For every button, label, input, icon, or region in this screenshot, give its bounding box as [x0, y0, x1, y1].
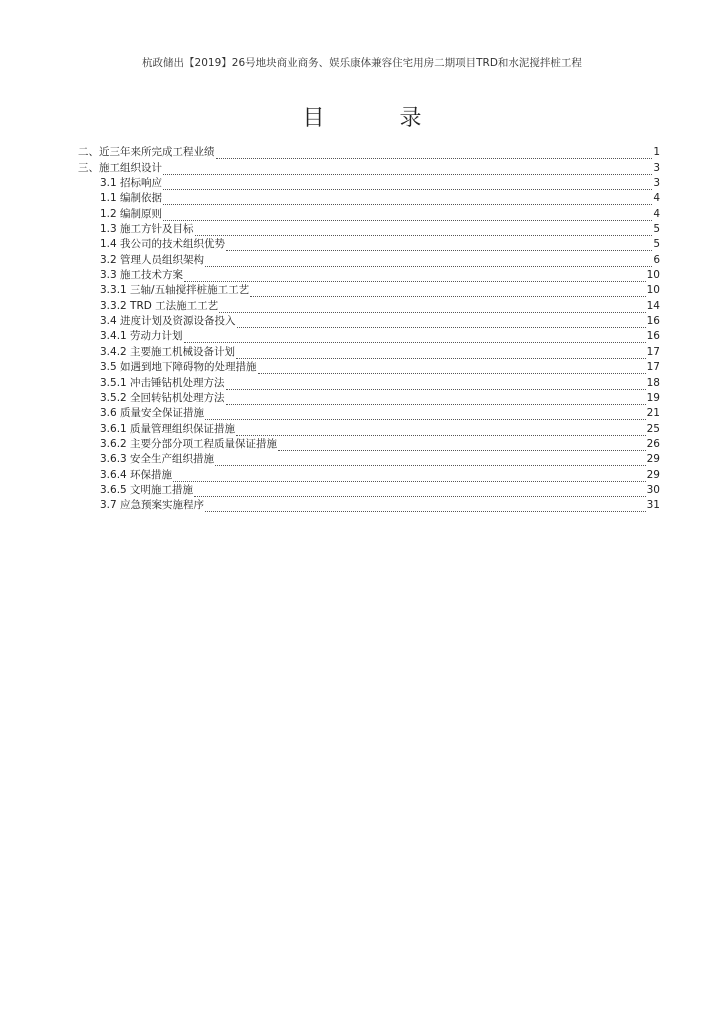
toc-entry-label: 3.5.1 冲击锤钻机处理方法: [100, 376, 225, 389]
toc-entry-page-number: 1: [653, 146, 660, 159]
toc-entry[interactable]: [78, 144, 660, 159]
toc-entry-label: 3.2 管理人员组织架构: [100, 253, 205, 266]
toc-entry-label: 三、施工组织设计: [78, 161, 162, 174]
toc-entry-label: 3.5 如遇到地下障碍物的处理措施: [100, 361, 257, 374]
toc-entry-label: 3.6.5 文明施工措施: [100, 483, 194, 496]
toc-entry-label: 1.1 编制依据: [100, 192, 163, 205]
toc-entry-label: 3.6.1 质量管理组织保证措施: [100, 422, 236, 435]
toc-entry-page-number: 10: [646, 284, 660, 297]
toc-entry-page-number: 31: [646, 499, 660, 512]
toc-entry-page-number: 6: [653, 253, 660, 266]
toc-entry[interactable]: [78, 405, 660, 420]
toc-dot-leader: [258, 363, 646, 374]
toc-entry[interactable]: [78, 297, 660, 312]
toc-entry-page-number: 18: [646, 376, 660, 389]
toc-dot-leader: [250, 286, 646, 297]
table-of-contents: [78, 144, 660, 512]
toc-dot-leader: [236, 425, 646, 436]
toc-entry-label: 3.6.4 环保措施: [100, 468, 173, 481]
toc-dot-leader: [184, 332, 646, 343]
toc-entry-label: 1.4 我公司的技术组织优势: [100, 238, 226, 251]
toc-entry-page-number: 26: [646, 437, 660, 450]
toc-entry-page-number: 30: [646, 483, 660, 496]
toc-entry-label: 3.3 施工技术方案: [100, 269, 184, 282]
toc-entry-label: 二、近三年来所完成工程业绩: [78, 146, 215, 159]
toc-dot-leader: [226, 394, 646, 405]
toc-entry[interactable]: [78, 267, 660, 282]
toc-entry-page-number: 29: [646, 468, 660, 481]
toc-entry[interactable]: [78, 343, 660, 358]
toc-entry-page-number: 19: [646, 391, 660, 404]
toc-entry-page-number: 16: [646, 315, 660, 328]
toc-entry-page-number: 4: [653, 192, 660, 205]
toc-entry[interactable]: [78, 159, 660, 174]
toc-dot-leader: [278, 440, 646, 451]
toc-dot-leader: [163, 194, 652, 205]
toc-entry-page-number: 5: [653, 223, 660, 236]
toc-entry-label: 3.4 进度计划及资源设备投入: [100, 315, 236, 328]
toc-entry[interactable]: [78, 359, 660, 374]
toc-entry[interactable]: [78, 390, 660, 405]
toc-entry-page-number: 17: [646, 345, 660, 358]
toc-dot-leader: [173, 471, 646, 482]
toc-entry-page-number: 29: [646, 453, 660, 466]
toc-entry-page-number: 25: [646, 422, 660, 435]
toc-entry[interactable]: [78, 175, 660, 190]
toc-dot-leader: [226, 240, 652, 251]
toc-dot-leader: [237, 317, 646, 328]
toc-entry-label: 3.1 招标响应: [100, 177, 163, 190]
toc-dot-leader: [216, 148, 653, 159]
toc-entry[interactable]: [78, 451, 660, 466]
toc-dot-leader: [215, 455, 646, 466]
toc-entry[interactable]: [78, 328, 660, 343]
toc-entry-page-number: 10: [646, 269, 660, 282]
toc-entry-page-number: 5: [653, 238, 660, 251]
toc-dot-leader: [163, 179, 652, 190]
toc-entry-label: 1.2 编制原则: [100, 207, 163, 220]
toc-entry[interactable]: [78, 236, 660, 251]
toc-dot-leader: [236, 348, 646, 359]
toc-entry[interactable]: [78, 313, 660, 328]
toc-entry-label: 3.3.2 TRD 工法施工工艺: [100, 299, 219, 312]
toc-entry-page-number: 4: [653, 207, 660, 220]
toc-entry[interactable]: [78, 466, 660, 481]
toc-entry[interactable]: [78, 205, 660, 220]
toc-entry[interactable]: [78, 482, 660, 497]
toc-entry[interactable]: [78, 497, 660, 512]
toc-dot-leader: [184, 271, 646, 282]
toc-title: 目 录: [302, 106, 456, 131]
toc-entry-page-number: 16: [646, 330, 660, 343]
toc-dot-leader: [205, 409, 646, 420]
toc-entry-label: 3.3.1 三轴/五轴搅拌桩施工工艺: [100, 284, 250, 297]
toc-dot-leader: [226, 379, 646, 390]
page-header: 杭政储出【2019】26号地块商业商务、娱乐康体兼容住宅用房二期项目TRD和水泥搅拌桩工程: [142, 57, 582, 69]
toc-entry-label: 3.6.3 安全生产组织措施: [100, 453, 215, 466]
toc-entry-label: 3.7 应急预案实施程序: [100, 499, 205, 512]
toc-entry-page-number: 3: [653, 161, 660, 174]
toc-dot-leader: [205, 501, 646, 512]
toc-entry-label: 3.5.2 全回转钻机处理方法: [100, 391, 225, 404]
toc-entry-page-number: 17: [646, 361, 660, 374]
toc-dot-leader: [163, 210, 652, 221]
toc-entry-label: 3.4.2 主要施工机械设备计划: [100, 345, 236, 358]
toc-entry[interactable]: [78, 374, 660, 389]
toc-entry[interactable]: [78, 282, 660, 297]
toc-entry[interactable]: [78, 190, 660, 205]
toc-dot-leader: [205, 256, 652, 267]
toc-entry-label: 3.4.1 劳动力计划: [100, 330, 183, 343]
toc-dot-leader: [219, 302, 645, 313]
toc-entry[interactable]: [78, 420, 660, 435]
toc-entry[interactable]: [78, 436, 660, 451]
toc-dot-leader: [194, 486, 646, 497]
toc-entry[interactable]: [78, 251, 660, 266]
toc-entry-label: 1.3 施工方针及目标: [100, 223, 194, 236]
toc-dot-leader: [195, 225, 653, 236]
toc-entry-page-number: 14: [646, 299, 660, 312]
toc-entry-label: 3.6.2 主要分部分项工程质量保证措施: [100, 437, 278, 450]
toc-entry-label: 3.6 质量安全保证措施: [100, 407, 205, 420]
toc-dot-leader: [163, 164, 652, 175]
toc-entry-page-number: 21: [646, 407, 660, 420]
toc-entry-page-number: 3: [653, 177, 660, 190]
toc-entry[interactable]: [78, 221, 660, 236]
